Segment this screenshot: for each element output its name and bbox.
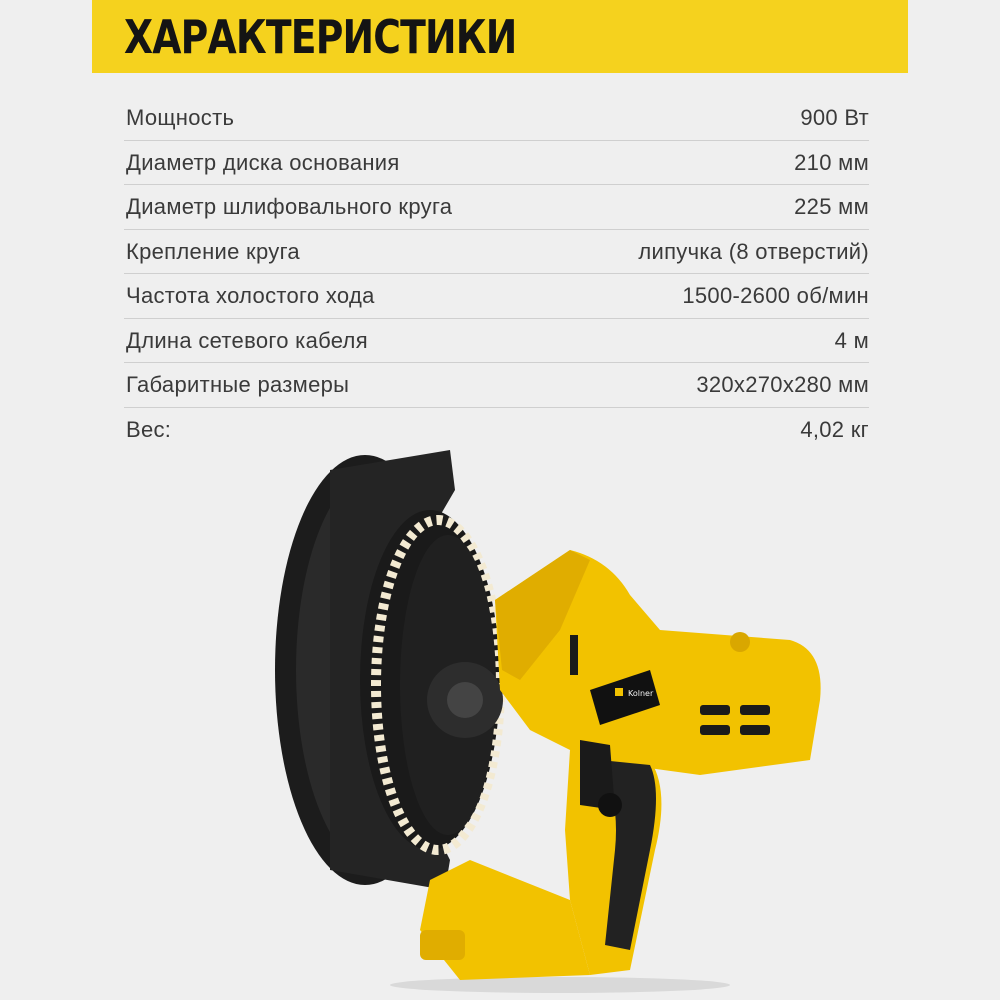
spec-row [124, 230, 869, 275]
spec-value: 4,02 кг [800, 416, 869, 442]
spec-label: Длина сетевого кабеля [126, 327, 368, 353]
spec-label: Диаметр шлифовального круга [126, 194, 453, 219]
spec-label: Крепление круга [126, 238, 300, 264]
spec-label: Вес: [126, 416, 172, 442]
specs-table [124, 96, 869, 451]
spec-value: 4 м [834, 327, 869, 353]
spec-row [124, 363, 869, 408]
spec-row [124, 274, 869, 319]
spec-row [124, 141, 869, 186]
spec-label: Диаметр диска основания [126, 149, 400, 175]
spec-value: 225 мм [794, 194, 869, 219]
brand-logo: Kolner [628, 689, 654, 698]
spec-value: 1500-2600 об/мин [682, 283, 869, 308]
spec-row [124, 96, 869, 141]
spec-label: Габаритные размеры [126, 372, 350, 397]
spec-label: Мощность [126, 105, 235, 130]
spec-value: 210 мм [794, 149, 869, 175]
spec-value: липучка (8 отверстий) [638, 238, 869, 264]
spec-value: 320x270x280 мм [696, 372, 869, 397]
drywall-sander-image [270, 430, 830, 1000]
page-title: ХАРАКТЕРИСТИКИ [124, 10, 517, 64]
spec-row [124, 185, 869, 230]
spec-value: 900 Вт [800, 105, 869, 130]
spec-label: Частота холостого хода [126, 283, 375, 308]
header-banner [92, 0, 908, 73]
spec-row [124, 319, 869, 364]
